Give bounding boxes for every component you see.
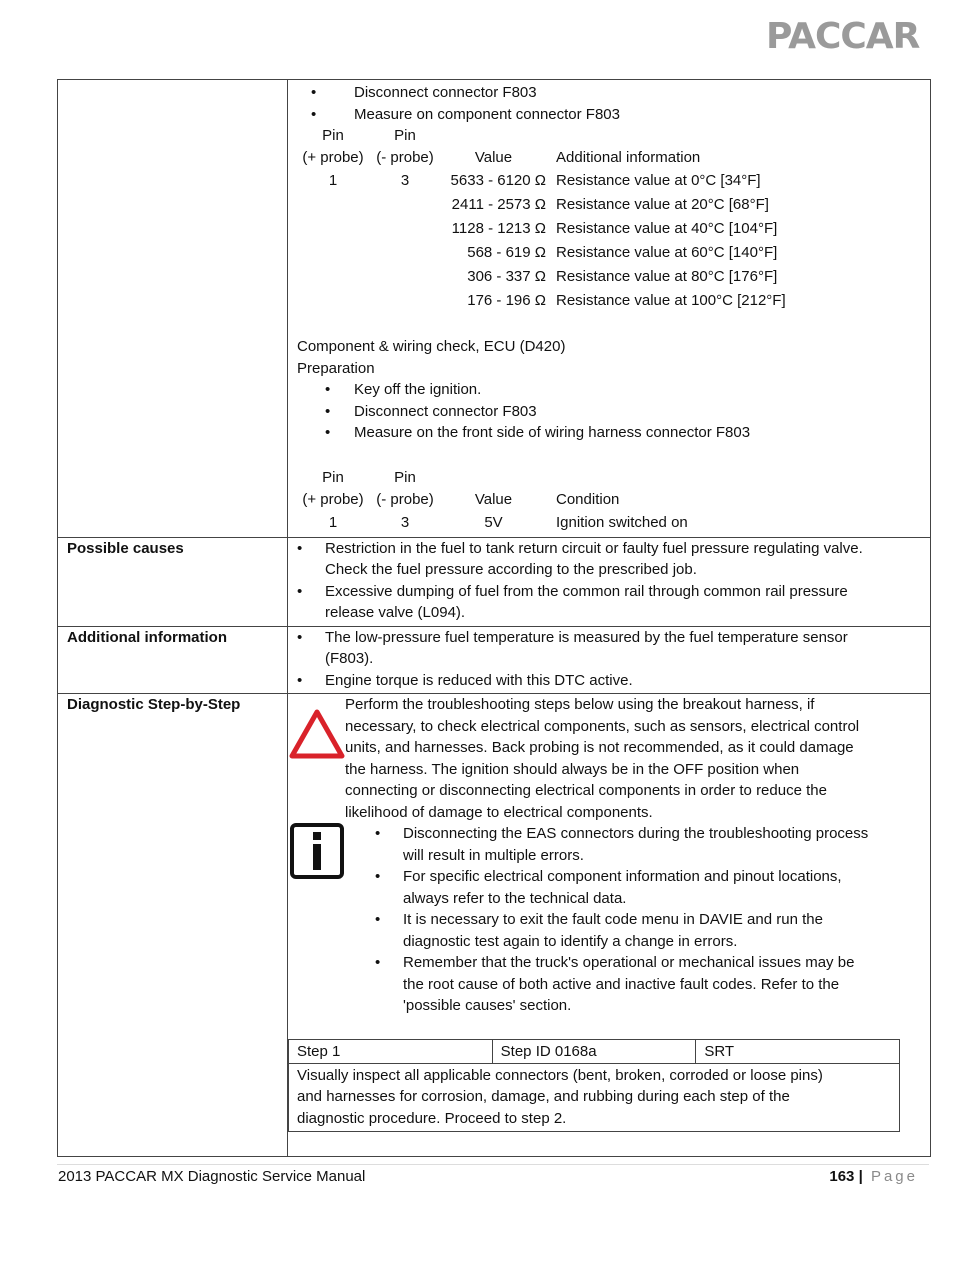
step-number: Step 1	[297, 1042, 341, 1060]
list-item: • The low-pressure fuel temperature is measured by the fuel temperature sensor (F803).	[297, 628, 848, 667]
list-item: • Excessive dumping of fuel from the common rail through common rail pressure release valve (L094).	[297, 582, 848, 621]
diagnostic-row	[58, 693, 930, 1156]
list-item: • Measure on the front side of wiring harness connector F803	[325, 424, 751, 441]
section-title: Component & wiring check, ECU (D420)	[297, 338, 566, 355]
col-header: (+ probe)	[302, 149, 364, 166]
step-table	[288, 1039, 900, 1133]
step-id: Step ID 0168a	[492, 1040, 696, 1063]
list-item: • Remember that the truck's operational or mechanical issues may be the root cause of both active and inactive fault codes. Refer to the 'possible causes' section.	[375, 954, 855, 1014]
list-item: • It is necessary to exit the fault code menu in DAVIE and run the diagnostic test again to identify a change in errors.	[375, 911, 823, 950]
col-header: Value	[474, 149, 513, 166]
footer-title: 2013 PACCAR MX Diagnostic Service Manual	[58, 1168, 366, 1185]
voltage-table: Pin Pin (+ probe) (- probe) Value Condition 1 3 5V Ignition switched on	[302, 468, 688, 531]
col-header: (- probe)	[376, 149, 434, 166]
measurement-content	[288, 80, 930, 537]
warning-text: Perform the troubleshooting steps below using the breakout harness, if necessary, to check electrical components, such as sensors, electrical control units, and harnesses. Back probing is not recommended, as it could damage the harness. The ignition should always be in the OFF position when connecting or disconnecting electrical components in order to reduce the likelihood of damage to electrical components.	[345, 696, 860, 821]
step-body: Visually inspect all applicable connectors (bent, broken, corroded or loose pins) and harnesses for corrosion, damage, and rubbing during each step of the diagnostic procedure. Proceed to step 2.	[297, 1066, 823, 1127]
measurement-row	[58, 80, 930, 537]
warning-icon	[289, 708, 345, 764]
possible-causes-row	[58, 537, 930, 626]
dtc-table	[57, 79, 931, 1157]
resistance-table: Pin Pin (+ probe) (- probe) Value Additional information 1 3 5633 - 6120 Ω Resistance value at 0°C [34°F] 2411 - 2573 Ω Resistance value at 20°C [68°F] 1128 - 1213 Ω Resistance value at 40°C [104°F] 568 - 619 Ω Resistance value at 60°C [140°F] 306 - 337 Ω Resistance value at 80°C [176°F] 176 - 196 Ω Resistance value at 100°C [212°F]	[297, 125, 922, 313]
step-type: SRT	[695, 1040, 899, 1063]
paccar-logo: PACCAR	[766, 16, 920, 57]
list-item: • Disconnect connector F803	[311, 84, 537, 101]
pin-header: Pin	[322, 127, 344, 144]
list-item: • Key off the ignition.	[325, 381, 482, 398]
list-item: • For specific electrical component information and pinout locations, always refer to the technical data.	[375, 868, 842, 907]
preparation-label: Preparation	[297, 359, 375, 377]
list-item: • Disconnecting the EAS connectors during the troubleshooting process will result in multiple errors.	[375, 825, 869, 864]
list-item: • Disconnect connector F803	[325, 402, 537, 420]
empty-label-cell	[58, 80, 288, 537]
footer-divider	[57, 1164, 929, 1165]
additional-info-label: Additional information	[58, 627, 288, 694]
col-header: Additional information	[556, 149, 701, 166]
page-number: 163 | Page	[829, 1168, 918, 1185]
list-item: • Restriction in the fuel to tank return circuit or faulty fuel pressure regulating valve. Check the fuel pressure according to the prescribed job.	[297, 539, 863, 578]
pin-header: Pin	[394, 127, 416, 144]
list-item: • Measure on component connector F803	[311, 105, 620, 123]
diagnostic-label: Diagnostic Step-by-Step	[58, 694, 288, 1156]
additional-info-row	[58, 626, 930, 694]
list-item: • Engine torque is reduced with this DTC active.	[297, 671, 633, 689]
possible-causes-label: Possible causes	[58, 538, 288, 626]
